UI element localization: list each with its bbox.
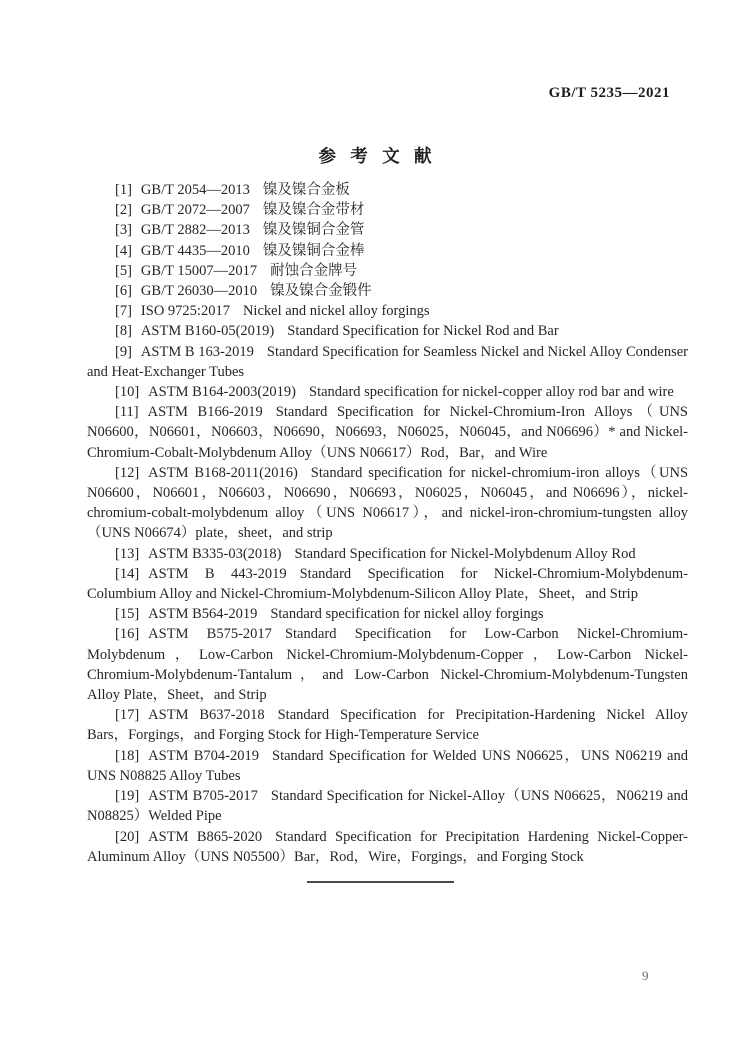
reference-item <box>87 342 688 382</box>
reference-title: 镍及镍合金带材 <box>262 202 365 219</box>
reference-item <box>87 241 688 261</box>
reference-item <box>87 786 688 826</box>
reference-label: [9] <box>115 343 132 360</box>
reference-item <box>87 827 688 867</box>
reference-label: [18] <box>115 747 140 764</box>
reference-label: [6] <box>115 283 132 300</box>
page-title: 参 考 文 献 <box>318 146 432 166</box>
reference-label: [17] <box>115 707 140 724</box>
reference-label: [20] <box>115 828 140 845</box>
reference-title: Standard Specification for Nickel-Chromium-Molybdenum-Columbium Alloy and Nickel-Chromium-Molybdenum-Silicon Alloy Plate，Sheet，and Strip <box>87 565 688 603</box>
reference-code: ASTM B 443-2019 <box>148 565 287 582</box>
reference-label: [10] <box>115 384 140 401</box>
reference-title: 镍及镍合金板 <box>262 182 350 198</box>
reference-code: GB/T 26030—2010 <box>140 283 258 300</box>
reference-item <box>87 261 688 281</box>
reference-title: Standard specification for nickel-chromium-iron alloys（UNS N06600，N06601，N06603，N06690，N06693，N06025，N06045，and N06696），nickel-chromium-cobalt-molybdenum alloy（UNS N06617），and nickel-iron-chromium-tungsten alloy（UNS N06674）plate，sheet，and strip <box>87 464 689 542</box>
reference-item <box>87 281 688 301</box>
reference-code: GB/T 2054—2013 <box>140 182 250 198</box>
reference-code: GB/T 15007—2017 <box>140 262 258 279</box>
references-list <box>87 180 688 867</box>
reference-label: [1] <box>115 182 132 198</box>
page-number: 9 <box>642 968 649 983</box>
reference-code: ASTM B 163-2019 <box>140 343 254 360</box>
reference-code: ASTM B865-2020 <box>148 828 263 845</box>
reference-label: [16] <box>115 626 140 643</box>
reference-label: [11] <box>115 404 139 421</box>
reference-label: [2] <box>115 202 132 219</box>
reference-item <box>87 624 688 705</box>
reference-label: [7] <box>115 303 132 320</box>
reference-label: [3] <box>115 222 132 239</box>
reference-item <box>87 604 688 624</box>
reference-code: ASTM B168-2011(2016) <box>148 464 298 481</box>
reference-code: ASTM B637-2018 <box>148 707 265 724</box>
reference-title: 镍及镍铜合金管 <box>262 222 365 239</box>
reference-label: [13] <box>115 545 140 562</box>
reference-item <box>87 321 688 341</box>
reference-code: ASTM B335-03(2018) <box>148 545 282 562</box>
reference-code: ASTM B564-2019 <box>148 606 258 623</box>
reference-label: [14] <box>115 565 140 582</box>
reference-item <box>87 544 688 564</box>
reference-title: Standard Specification for Nickel-Molybdenum Alloy Rod <box>294 545 636 562</box>
reference-item <box>87 402 688 463</box>
reference-title: Standard Specification for Precipitation Hardening Nickel-Copper-Aluminum Alloy（UNS N05500）Bar，Rod，Wire，Forgings，and Forging Stock <box>87 828 688 865</box>
reference-title: 镍及镍铜合金棒 <box>262 242 365 259</box>
reference-code: ASTM B704-2019 <box>148 747 260 764</box>
reference-code: ASTM B164-2003(2019) <box>148 384 296 401</box>
reference-code: ASTM B166-2019 <box>147 404 263 421</box>
reference-title: Standard Specification for Nickel-Chromium-Iron Alloys（UNS N06600，N06601，N06603，N06690，N06693，N06025，N06045，and N06696）* and Nickel-Chromium-Cobalt-Molybdenum Alloy（UNS N06617）Rod，Bar，and Wire <box>87 404 688 461</box>
reference-item <box>87 564 688 604</box>
reference-label: [5] <box>115 262 132 279</box>
reference-code: ASTM B575-2017 <box>148 626 272 643</box>
reference-code: GB/T 2882—2013 <box>140 222 250 239</box>
reference-label: [12] <box>115 464 140 481</box>
reference-title: Standard Specification for Welded UNS N06625，UNS N06219 and UNS N08825 Alloy Tubes <box>87 747 688 784</box>
reference-title: Standard specification for nickel-copper alloy rod bar and wire <box>309 384 674 401</box>
reference-title: 镍及镍合金锻件 <box>270 283 372 300</box>
reference-item <box>87 746 688 786</box>
reference-code: ASTM B160-05(2019) <box>140 323 275 340</box>
reference-title: Nickel and nickel alloy forgings <box>242 303 430 320</box>
reference-title: Standard Specification for Low-Carbon Nickel-Chromium-Molybdenum，Low-Carbon Nickel-Chromium-Molybdenum-Copper，Low-Carbon Nickel-Chromium-Molybdenum-Tantalum，and Low-Carbon Nickel-Chromium-Molybdenum-Tungsten Alloy Plate，Sheet，and Strip <box>87 626 688 704</box>
reference-code: ISO 9725:2017 <box>140 303 230 320</box>
reference-code: ASTM B705-2017 <box>148 788 258 805</box>
reference-title: 耐蚀合金牌号 <box>270 262 358 279</box>
reference-item <box>87 382 688 402</box>
reference-item <box>87 463 688 544</box>
reference-label: [15] <box>115 606 140 623</box>
reference-item <box>87 200 688 220</box>
end-of-document-rule <box>307 881 454 883</box>
reference-item <box>87 180 688 200</box>
reference-title: Standard specification for nickel alloy forgings <box>270 606 544 623</box>
reference-code: GB/T 2072—2007 <box>140 202 250 219</box>
reference-label: [19] <box>115 788 140 805</box>
reference-item <box>87 220 688 240</box>
reference-code: GB/T 4435—2010 <box>140 242 250 259</box>
reference-title: Standard Specification for Nickel Rod and Bar <box>287 323 559 340</box>
reference-title: Standard Specification for Precipitation-Hardening Nickel Alloy Bars，Forgings，and Forging Stock for High-Temperature Service <box>87 707 689 744</box>
reference-item <box>87 301 688 321</box>
reference-title: Standard Specification for Nickel-Alloy（UNS N06625，N06219 and N08825）Welded Pipe <box>87 788 688 825</box>
reference-label: [8] <box>115 323 132 340</box>
reference-item <box>87 705 688 745</box>
reference-label: [4] <box>115 242 132 259</box>
standard-number-header: GB/T 5235—2021 <box>548 85 670 101</box>
reference-title: Standard Specification for Seamless Nickel and Nickel Alloy Condenser and Heat-Exchanger Tubes <box>87 343 688 380</box>
